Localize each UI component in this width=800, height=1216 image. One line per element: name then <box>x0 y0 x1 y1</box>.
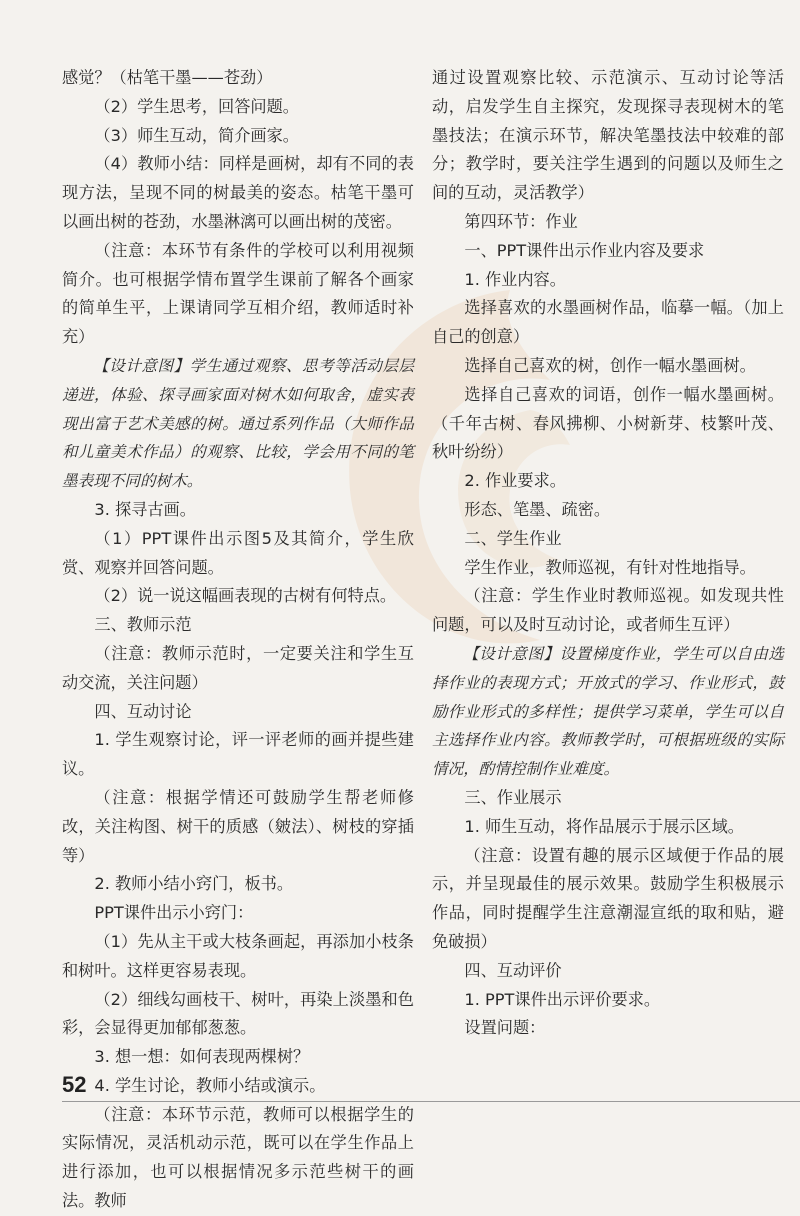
text-paragraph: 2. 教师小结小窍门，板书。 <box>94 874 294 894</box>
text-paragraph: （1）PPT课件出示图5及其简介，学生欣赏、观察并回答问题。 <box>62 528 414 577</box>
text-paragraph: （3）师生互动，简介画家。 <box>94 125 299 145</box>
text-paragraph: 1. 作业内容。 <box>464 269 566 289</box>
text-paragraph: 3. 想一想：如何表现两棵树？ <box>94 1047 310 1067</box>
text-paragraph: 4. 学生讨论，教师小结或演示。 <box>94 1075 326 1095</box>
text-paragraph: 三、教师示范 <box>94 615 192 635</box>
text-paragraph: 一、PPT课件出示作业内容及要求 <box>464 240 705 260</box>
text-paragraph: 选择自己喜欢的词语，创作一幅水墨画树。（千年古树、春风拂柳、小树新芽、枝繁叶茂、秋叶纷纷） <box>432 384 784 462</box>
text-paragraph: 四、互动讨论 <box>94 701 192 721</box>
text-paragraph: 形态、笔墨、疏密。 <box>464 499 611 519</box>
text-paragraph: （2）细线勾画枝干、树叶，再染上淡墨和色彩，会显得更加郁郁葱葱。 <box>62 989 414 1038</box>
text-paragraph: （2）说一说这幅画表现的古树有何特点。 <box>94 586 397 606</box>
text-paragraph: （注意：本环节示范，教师可以根据学生的实际情况，灵活机动示范，既可以在学生作品上进行添加，也可以根据情况多示范些树干的画法。教师 <box>62 1104 414 1211</box>
text-paragraph: 四、互动评价 <box>464 960 562 980</box>
page-number: 52 <box>62 1072 87 1097</box>
text-paragraph: 感觉？（枯笔干墨——苍劲） <box>62 68 273 87</box>
text-paragraph: （注意：根据学情还可鼓励学生帮老师修改，关注构图、树干的质感（皴法）、树枝的穿插等） <box>62 787 414 865</box>
text-paragraph: 1. 师生互动，将作品展示于展示区域。 <box>464 816 744 836</box>
text-paragraph: 3. 探寻古画。 <box>94 499 196 519</box>
text-paragraph: （4）教师小结：同样是画树，却有不同的表现方法，呈现不同的树最美的姿态。枯笔干墨可以画出树的苍劲，水墨淋漓可以画出树的茂密。 <box>62 154 414 231</box>
text-paragraph: 1. PPT课件出示评价要求。 <box>464 989 661 1009</box>
page-footer-rule <box>62 1101 800 1102</box>
text-paragraph: （1）先从主干或大枝条画起，再添加小枝条和树叶。这样更容易表现。 <box>62 931 414 980</box>
text-paragraph: PPT课件出示小窍门： <box>94 903 254 923</box>
design-intent-paragraph: 【设计意图】设置梯度作业，学生可以自由选择作业的表现方式；开放式的学习、作业形式，鼓励作业形式的多样性；提供学习菜单，学生可以自主选择作业内容。教师教学时，可根据班级的实际情况，酌情控制作业难度。 <box>432 644 784 779</box>
text-paragraph: 1. 学生观察讨论，评一评老师的画并提些建议。 <box>62 730 414 779</box>
left-text-column <box>62 64 414 1216</box>
text-paragraph: （2）学生思考，回答问题。 <box>94 96 299 116</box>
text-paragraph: （注意：设置有趣的展示区域便于作品的展示，并呈现最佳的展示效果。鼓励学生积极展示作品，同时提醒学生注意潮湿宣纸的取和贴，避免破损） <box>432 845 784 951</box>
text-paragraph: （注意：教师示范时，一定要关注和学生互动交流，关注问题） <box>62 643 414 692</box>
design-intent-paragraph: 【设计意图】学生通过观察、思考等活动层层递进，体验、探寻画家面对树木如何取舍，虚实表现出富于艺术美感的树。通过系列作品（大师作品和儿童美术作品）的观察、比较，学会用不同的笔墨表现不同的树木。 <box>62 356 414 491</box>
text-paragraph: 二、学生作业 <box>464 528 562 548</box>
text-paragraph: （注意：学生作业时教师巡视。如发现共性问题，可以及时互动讨论，或者师生互评） <box>432 586 784 635</box>
text-paragraph: 学生作业，教师巡视，有针对性地指导。 <box>464 557 756 577</box>
text-paragraph: 选择喜欢的水墨画树作品，临摹一幅。（加上自己的创意） <box>432 298 784 347</box>
text-paragraph: 2. 作业要求。 <box>464 471 566 491</box>
text-paragraph: 第四环节：作业 <box>464 211 578 231</box>
text-paragraph: 通过设置观察比较、示范演示、互动讨论等活动，启发学生自主探究，发现探寻表现树木的笔墨技法；在演示环节，解决笔墨技法中较难的部分；教学时，要关注学生遇到的问题以及师生之间的互动，灵活教学） <box>432 68 784 203</box>
right-text-column <box>432 64 784 1043</box>
text-paragraph: 设置问题： <box>464 1018 546 1038</box>
text-paragraph: 选择自己喜欢的树，创作一幅水墨画树。 <box>464 355 756 375</box>
text-paragraph: （注意：本环节有条件的学校可以利用视频简介。也可根据学情布置学生课前了解各个画家的简单生平，上课请同学互相介绍，教师适时补充） <box>62 240 414 347</box>
text-paragraph: 三、作业展示 <box>464 787 562 807</box>
